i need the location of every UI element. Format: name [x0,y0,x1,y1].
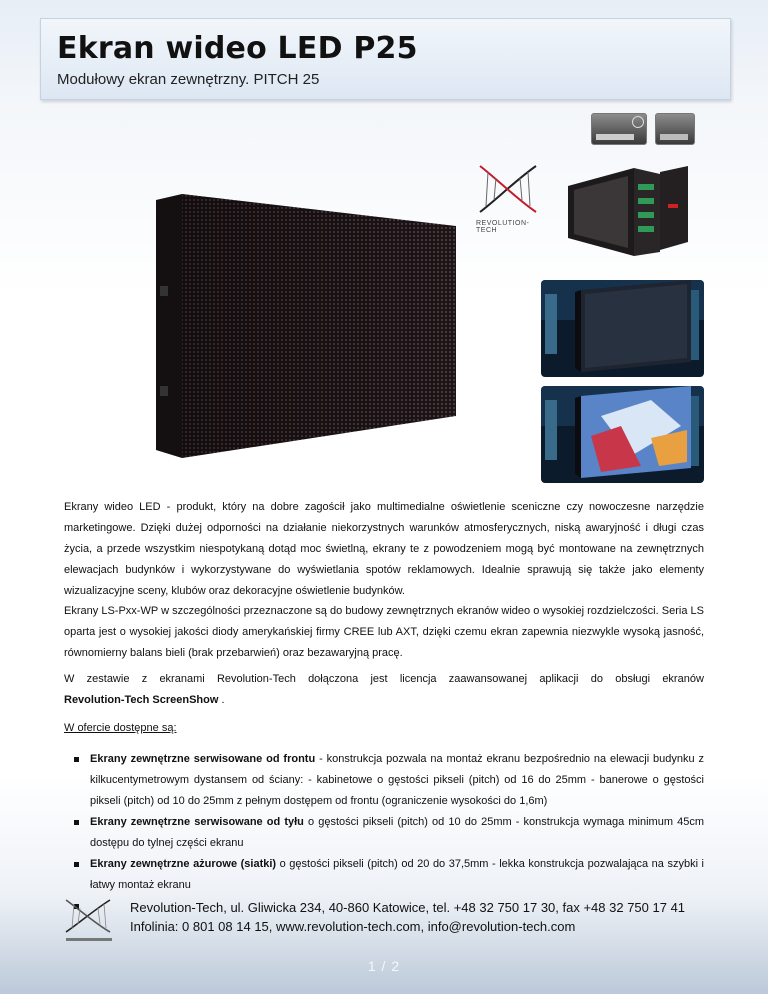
list-item: Ekrany zewnętrzne serwisowane od frontu - konstrukcja pozwala na montaż ekranu bezpośrednio na elewacji budynku z kilkucentymetrowym dystansem od ściany: - kabinetowe o gęstości pikseli (pitch) od 16 do 25mm - banerowe o gęstości pikseli (pitch) od 10 do 25mm z pełnym dostępem od frontu (ograniczenie wysokości do 1,6m) [64,749,704,812]
footer-address: Revolution-Tech, ul. Gliwicka 234, 40-860 Katowice, tel. +48 32 750 17 30, fax +48 32 750 17 41 [130,900,686,915]
led-cabinet-open-image [564,164,690,270]
page-number: 1 / 2 [367,958,401,974]
software-name-line: Revolution-Tech ScreenShow . [64,694,225,706]
software-paragraph-line: W zestawie z ekranami Revolution-Tech dołączona jest licencja zaawansowanej aplikacji do obsługi ekranów [64,673,704,685]
page-title: Ekran wideo LED P25 [57,31,418,66]
header-box [40,18,731,100]
software-name: Revolution-Tech ScreenShow [64,694,219,706]
list-item: Ekrany zewnętrzne serwisowane od tyłu o gęstości pikseli (pitch) od 10 do 25mm - konstrukcja wymaga minimum 45cm dostępu do tylnej części ekranu [64,812,704,854]
logo-label: REVOLUTION-TECH [476,220,530,234]
series-paragraph: Ekrany LS-Pxx-WP w szczególności przeznaczone są do budowy zewnętrznych ekranów wideo o wysokiej rozdzielczości. Seria LS oparta jest o wysokiej jakości diody amerykańskiej firmy CREE lub AXT, dzięki czemu ekran zapewnia niezwykle wysoką jasność, równomierny balans bieli (brak przebarwień) oraz bezawaryjną pracę. [64,605,704,659]
intro-paragraph: Ekrany wideo LED - produkt, który na dobre zagościł jako multimedialne oświetlenie sceniczne czy nowoczesne narzędzie marketingowe. Dzięki dużej odporności na działanie niekorzystnych warunków atmosferycznych, niską awaryjność i długi czas życia, a przede wszystkim niespotykaną dotąd moc świetlną, ekrany te z powodzeniem mogą być montowane na zewnętrznych elewacjach budynków i wykorzystywane do wyświetlania spotów reklamowych. Idealnie sprawują się także jako elementy wizualizacyjne sceny, klubów oraz dekoracyjne oświetlenie budynków. [64,501,704,597]
badge-group [591,113,695,145]
offer-heading: W ofercie dostępne są: [64,722,177,734]
led-panel-image [152,186,462,466]
footer-contact [130,898,685,936]
cooler-badge-icon [655,113,695,145]
software-paragraph [64,669,704,711]
footer-logo-icon [62,894,116,944]
footer-contacts: Infolinia: 0 801 08 14 15, www.revolution-tech.com, info@revolution-tech.com [130,919,576,934]
dna-logo-icon [472,160,544,220]
company-logo [472,160,544,234]
led-panel-video-image [541,386,704,483]
offer-list [64,749,704,917]
led-panel-scene-image [541,280,704,377]
list-item: Ekrany zewnętrzne ażurowe (siatki) o gęstości pikseli (pitch) od 20 do 37,5mm - lekka konstrukcja pozwalająca na szybki i łatwy montaż ekranu [64,854,704,896]
page-subtitle: Modułowy ekran zewnętrzny. PITCH 25 [57,71,320,88]
lifetime-badge-icon [591,113,647,145]
